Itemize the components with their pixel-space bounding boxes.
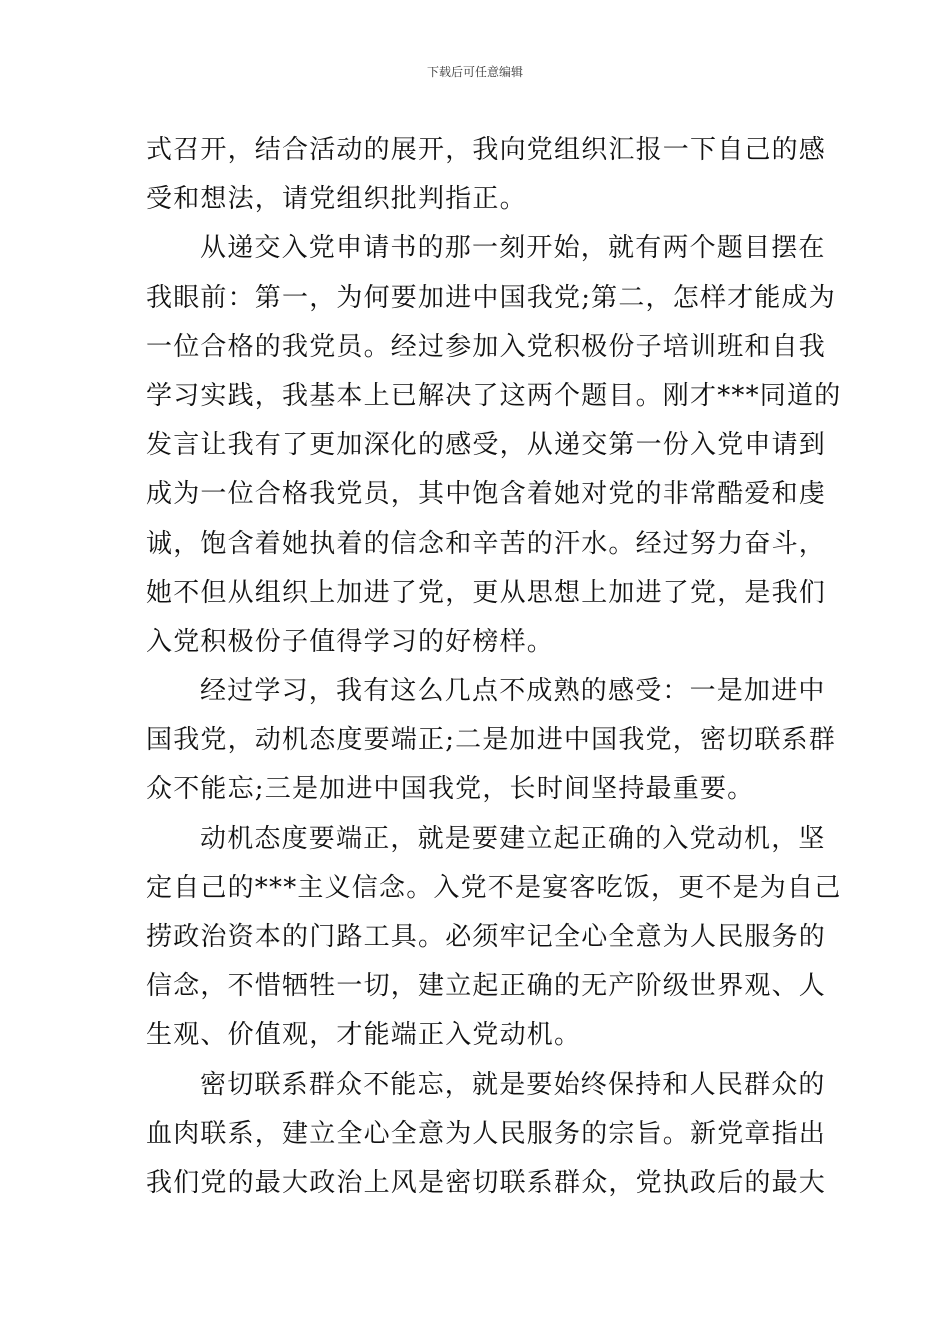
paragraph: [146, 667, 836, 815]
text-line: 她不但从组织上加进了党，更从思想上加进了党，是我们: [146, 577, 827, 608]
text-line: 定自己的***主义信念。入党不是宴客吃饭，更不是为自己: [146, 872, 842, 903]
text-line: 一位合格的我党员。经过参加入党积极份子培训班和自我: [146, 331, 827, 362]
page-header: 下载后可任意编辑: [426, 65, 523, 79]
text-line: 信念，不惜牺牲一切，建立起正确的无产阶级世界观、人: [146, 971, 827, 1002]
text-line: 密切联系群众不能忘，就是要始终保持和人民群众的: [200, 1069, 826, 1100]
text-line: 经过学习，我有这么几点不成熟的感受：一是加进中: [200, 676, 826, 707]
text-line: 式召开，结合活动的展开，我向党组织汇报一下自己的感: [146, 135, 827, 165]
text-line: 国我党，动机态度要端正;二是加进中国我党，密切联系群: [146, 725, 836, 756]
paragraph: [146, 224, 842, 667]
text-line: 血肉联系，建立全心全意为人民服务的宗旨。新党章指出: [146, 1118, 827, 1149]
text-line: 众不能忘;三是加进中国我党，长时间坚持最重要。: [146, 774, 755, 805]
text-line: 发言让我有了更加深化的感受，从递交第一份入党申请到: [146, 430, 827, 461]
paragraph: [146, 1061, 827, 1209]
text-line: 捞政治资本的门路工具。必须牢记全心全意为人民服务的: [146, 922, 827, 952]
text-line: 诚，饱含着她执着的信念和辛苦的汗水。经过努力奋斗，: [146, 528, 827, 559]
text-line: 我们党的最大政治上风是密切联系群众，党执政后的最大: [146, 1167, 827, 1198]
paragraph: [146, 126, 827, 224]
text-line: 成为一位合格我党员，其中饱含着她对党的非常酷爱和虔: [146, 479, 827, 510]
text-line: 我眼前：第一，为何要加进中国我党;第二，怎样才能成为: [146, 282, 836, 313]
text-line: 生观、价值观，才能端正入党动机。: [146, 1020, 582, 1051]
text-line: 学习实践，我基本上已解决了这两个题目。刚才***同道的: [146, 380, 842, 411]
text-line: 从递交入党申请书的那一刻开始，就有两个题目摆在: [200, 233, 826, 264]
text-line: 入党积极份子值得学习的好榜样。: [146, 626, 555, 657]
document-body: [146, 126, 842, 1208]
text-line: 动机态度要端正，就是要建立起正确的入党动机，坚: [200, 823, 826, 854]
paragraph: [146, 815, 842, 1061]
text-line: 受和想法，请党组织批判指正。: [146, 184, 527, 215]
